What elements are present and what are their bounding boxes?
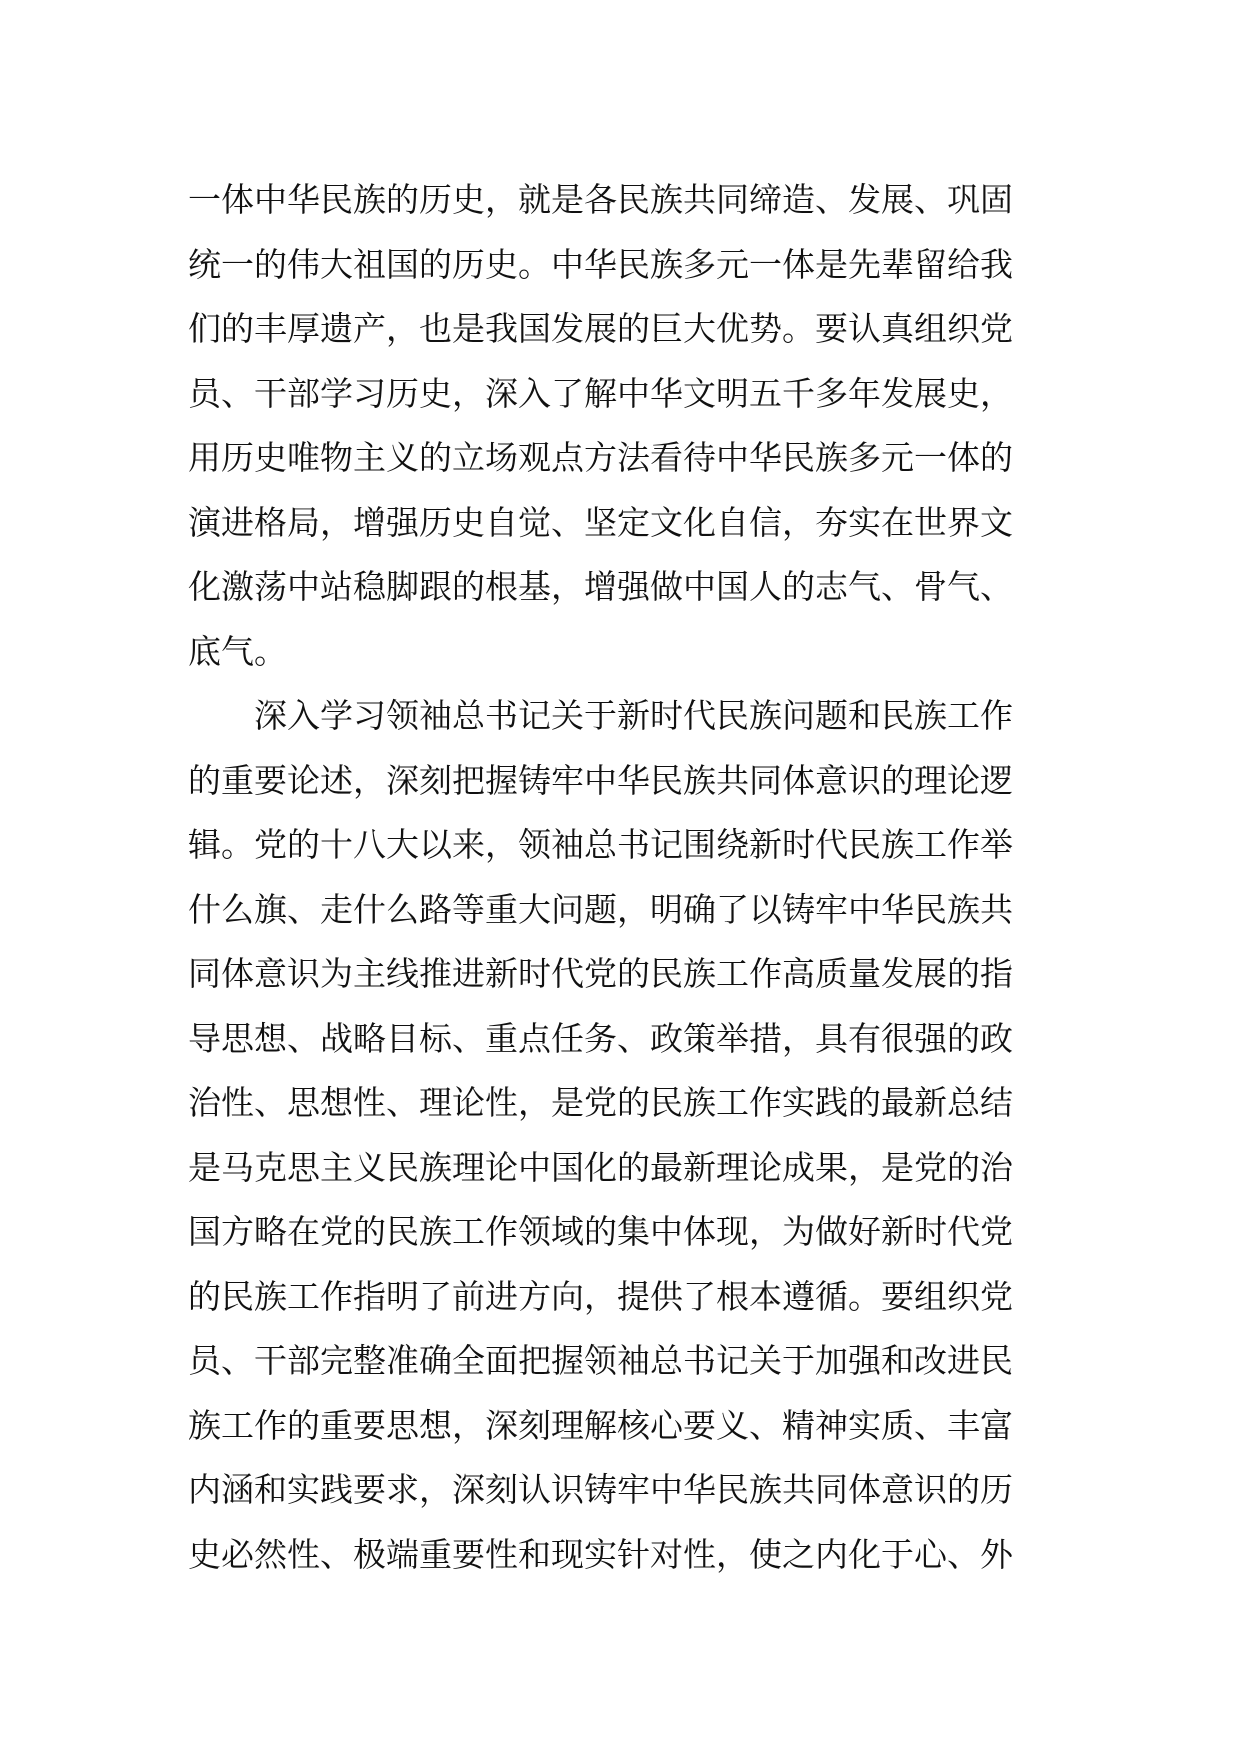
text-line: 的民族工作指明了前进方向，提供了根本遵循。要组织党 xyxy=(188,1276,1013,1316)
text-line: 一体中华民族的历史，就是各民族共同缔造、发展、巩固 xyxy=(188,180,1013,219)
text-line: 的重要论述，深刻把握铸牢中华民族共同体意识的理论逻 xyxy=(188,760,1013,800)
text-line: 国方略在党的民族工作领域的集中体现，为做好新时代党 xyxy=(188,1212,1013,1251)
text-line: 族工作的重要思想，深刻理解核心要义、精神实质、丰富 xyxy=(188,1405,1013,1445)
text-line: 用历史唯物主义的立场观点方法看待中华民族多元一体的 xyxy=(188,438,1013,477)
text-line: 史必然性、极端重要性和现实针对性，使之内化于心、外 xyxy=(188,1534,1013,1574)
text-line: 化激荡中站稳脚跟的根基，增强做中国人的志气、骨气、 xyxy=(188,567,1013,606)
paragraph-first-line: 深入学习领袖总书记关于新时代民族问题和民族工作 xyxy=(254,696,1013,735)
text-line: 底气。 xyxy=(188,631,287,671)
text-line: 辑。党的十八大以来，领袖总书记围绕新时代民族工作举 xyxy=(188,825,1013,864)
text-line: 导思想、战略目标、重点任务、政策举措，具有很强的政 xyxy=(188,1018,1013,1058)
text-line: 什么旗、走什么路等重大问题，明确了以铸牢中华民族共 xyxy=(188,889,1013,929)
text-line: 们的丰厚遗产，也是我国发展的巨大优势。要认真组织党 xyxy=(188,309,1013,348)
text-line: 演进格局，增强历史自觉、坚定文化自信，夯实在世界文 xyxy=(188,502,1013,542)
body-text xyxy=(188,168,1058,1587)
text-line: 治性、思想性、理论性，是党的民族工作实践的最新总结 xyxy=(188,1083,1013,1122)
text-line: 同体意识为主线推进新时代党的民族工作高质量发展的指 xyxy=(188,954,1013,993)
text-line: 是马克思主义民族理论中国化的最新理论成果，是党的治 xyxy=(188,1147,1013,1187)
text-line: 内涵和实践要求，深刻认识铸牢中华民族共同体意识的历 xyxy=(188,1470,1013,1509)
text-line: 员、干部完整准确全面把握领袖总书记关于加强和改进民 xyxy=(188,1341,1013,1380)
text-line: 统一的伟大祖国的历史。中华民族多元一体是先辈留给我 xyxy=(188,244,1013,284)
text-line: 员、干部学习历史，深入了解中华文明五千多年发展史， xyxy=(188,373,1013,413)
